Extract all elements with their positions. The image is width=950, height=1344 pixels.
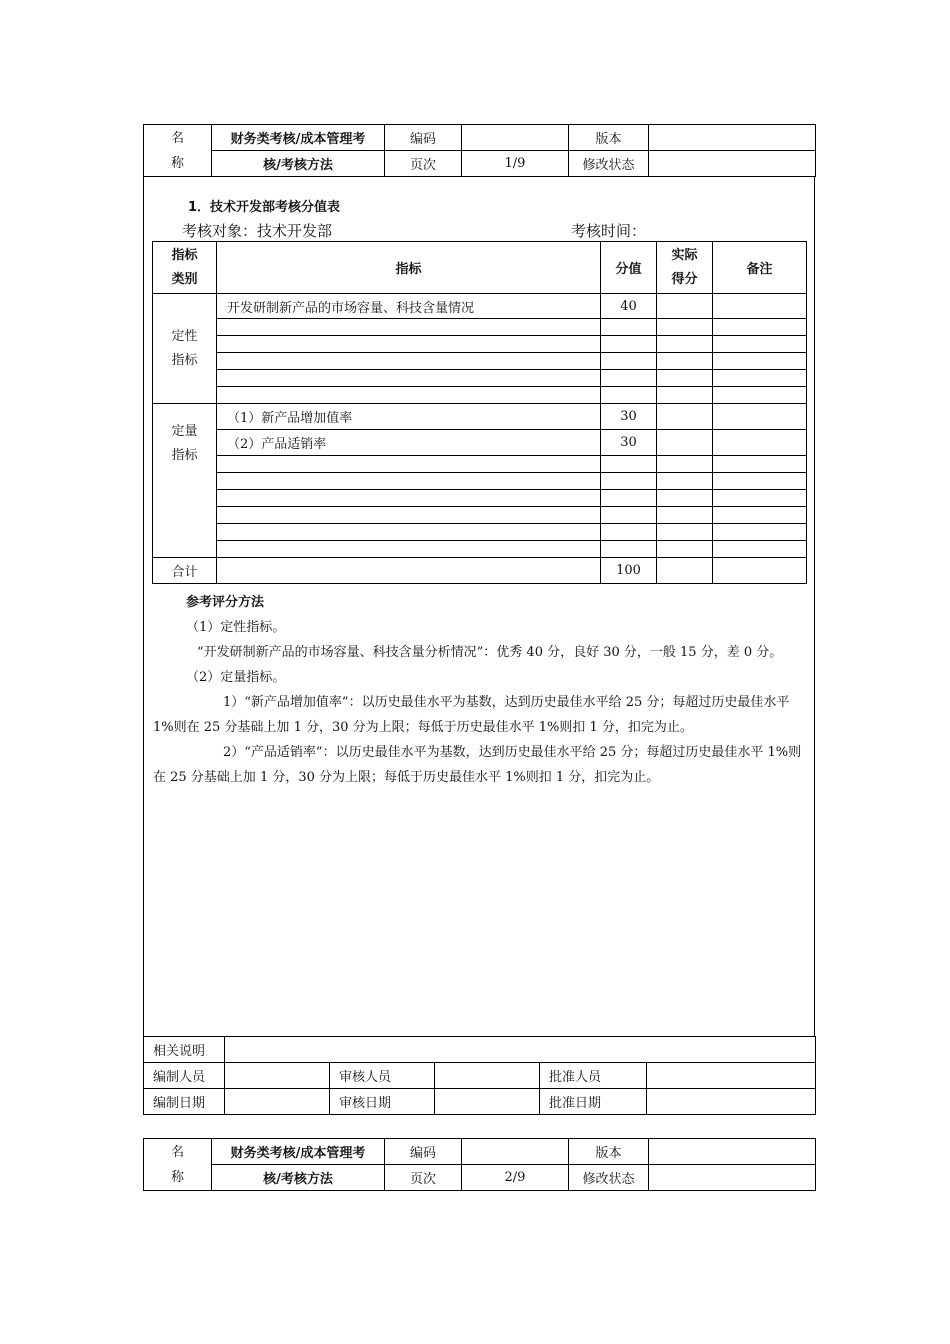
assessment-target: 考核对象：技术开发部 (182, 222, 333, 240)
remark-cell[interactable] (713, 294, 807, 319)
table-row (153, 387, 807, 404)
indicator-score: 30 (601, 404, 657, 430)
total-label: 合计 (153, 558, 217, 584)
table-row (153, 294, 807, 319)
signature-table (143, 1036, 816, 1115)
scoring-method (153, 590, 807, 790)
col-header-indicator: 指标 (217, 242, 601, 294)
edit-date-label: 编制日期 (144, 1089, 225, 1115)
table-row (153, 370, 807, 387)
reviewer-value[interactable] (435, 1063, 540, 1089)
table-row (153, 541, 807, 558)
review-date-value[interactable] (435, 1089, 540, 1115)
table-row (153, 430, 807, 456)
table-row (153, 404, 807, 430)
col-header-score: 分值 (601, 242, 657, 294)
doc-title-line1: 财务类考核/成本管理考 (212, 125, 385, 151)
page-number: 2/9 (462, 1165, 569, 1191)
page1-header-table (143, 124, 816, 177)
status-value (649, 1165, 816, 1191)
status-label: 修改状态 (569, 1165, 649, 1191)
name-label-cell: 名 称 (144, 1139, 212, 1191)
method-paragraph: 2）“产品适销率”：以历史最佳水平为基数，达到历史最佳水平给 25 分；每超过历史最佳水平 1%则在 25 分基础上加 1 分，30 分为上限；每低于历史最佳水平 1%则扣 1 分，扣完为止。 (153, 745, 802, 785)
status-label: 修改状态 (569, 151, 649, 177)
doc-title-line1: 财务类考核/成本管理考 (212, 1139, 385, 1165)
page-label: 页次 (385, 151, 462, 177)
name-label-cell: 名 称 (144, 125, 212, 177)
col-header-category: 指标 类别 (153, 242, 217, 294)
code-label: 编码 (385, 125, 462, 151)
indicator-name: （2）产品适销率 (217, 430, 601, 456)
approve-date-value[interactable] (647, 1089, 816, 1115)
actual-score-cell[interactable] (657, 294, 713, 319)
doc-title-line2: 核/考核方法 (212, 1165, 385, 1191)
page-label: 页次 (385, 1165, 462, 1191)
score-table (152, 241, 807, 584)
table-row (153, 456, 807, 473)
assessment-time: 考核时间： (571, 222, 647, 240)
method-paragraph: （1）定性指标。 (186, 620, 286, 635)
table-row (153, 336, 807, 353)
review-date-label: 审核日期 (330, 1089, 435, 1115)
version-value (649, 125, 816, 151)
version-value (649, 1139, 816, 1165)
table-row (153, 507, 807, 524)
method-title: 参考评分方法 (186, 595, 265, 610)
actual-score-cell[interactable] (657, 430, 713, 456)
table-row (153, 490, 807, 507)
indicator-name: 开发研制新产品的市场容量、科技含量情况 (217, 294, 601, 319)
page2-header-table (143, 1138, 816, 1191)
code-label: 编码 (385, 1139, 462, 1165)
section-title: 1．技术开发部考核分值表 (188, 200, 341, 215)
notes-label: 相关说明 (144, 1037, 225, 1063)
doc-title-line2: 核/考核方法 (212, 151, 385, 177)
col-header-actual: 实际 得分 (657, 242, 713, 294)
remark-cell[interactable] (713, 430, 807, 456)
remark-cell[interactable] (713, 404, 807, 430)
method-paragraph: “开发研制新产品的市场容量、科技含量分析情况”：优秀 40 分，良好 30 分，一般 15 分，差 0 分。 (197, 645, 783, 660)
reviewer-label: 审核人员 (330, 1063, 435, 1089)
status-value (649, 151, 816, 177)
indicator-name: （1）新产品增加值率 (217, 404, 601, 430)
method-paragraph: 1）“新产品增加值率”：以历史最佳水平为基数，达到历史最佳水平给 25 分；每超过历史最佳水平 1%则在 25 分基础上加 1 分，30 分为上限；每低于历史最佳水平 1%则扣 1 分，扣完为止。 (153, 695, 790, 735)
editor-value[interactable] (225, 1063, 330, 1089)
table-row (153, 524, 807, 541)
indicator-score: 30 (601, 430, 657, 456)
page-number: 1/9 (462, 151, 569, 177)
total-score: 100 (601, 558, 657, 584)
total-row (153, 558, 807, 584)
actual-score-cell[interactable] (657, 404, 713, 430)
code-value (462, 1139, 569, 1165)
approver-value[interactable] (647, 1063, 816, 1089)
col-header-remark: 备注 (713, 242, 807, 294)
approve-date-label: 批准日期 (540, 1089, 647, 1115)
notes-value[interactable] (225, 1037, 816, 1063)
method-paragraph: （2）定量指标。 (186, 670, 286, 685)
code-value (462, 125, 569, 151)
indicator-score: 40 (601, 294, 657, 319)
editor-label: 编制人员 (144, 1063, 225, 1089)
version-label: 版本 (569, 1139, 649, 1165)
total-actual-cell[interactable] (657, 558, 713, 584)
table-row (153, 319, 807, 336)
qualitative-category: 定性 指标 (153, 294, 217, 404)
table-row (153, 353, 807, 370)
quantitative-category: 定量 指标 (153, 404, 217, 558)
version-label: 版本 (569, 125, 649, 151)
approver-label: 批准人员 (540, 1063, 647, 1089)
table-row (153, 473, 807, 490)
edit-date-value[interactable] (225, 1089, 330, 1115)
total-remark-cell[interactable] (713, 558, 807, 584)
